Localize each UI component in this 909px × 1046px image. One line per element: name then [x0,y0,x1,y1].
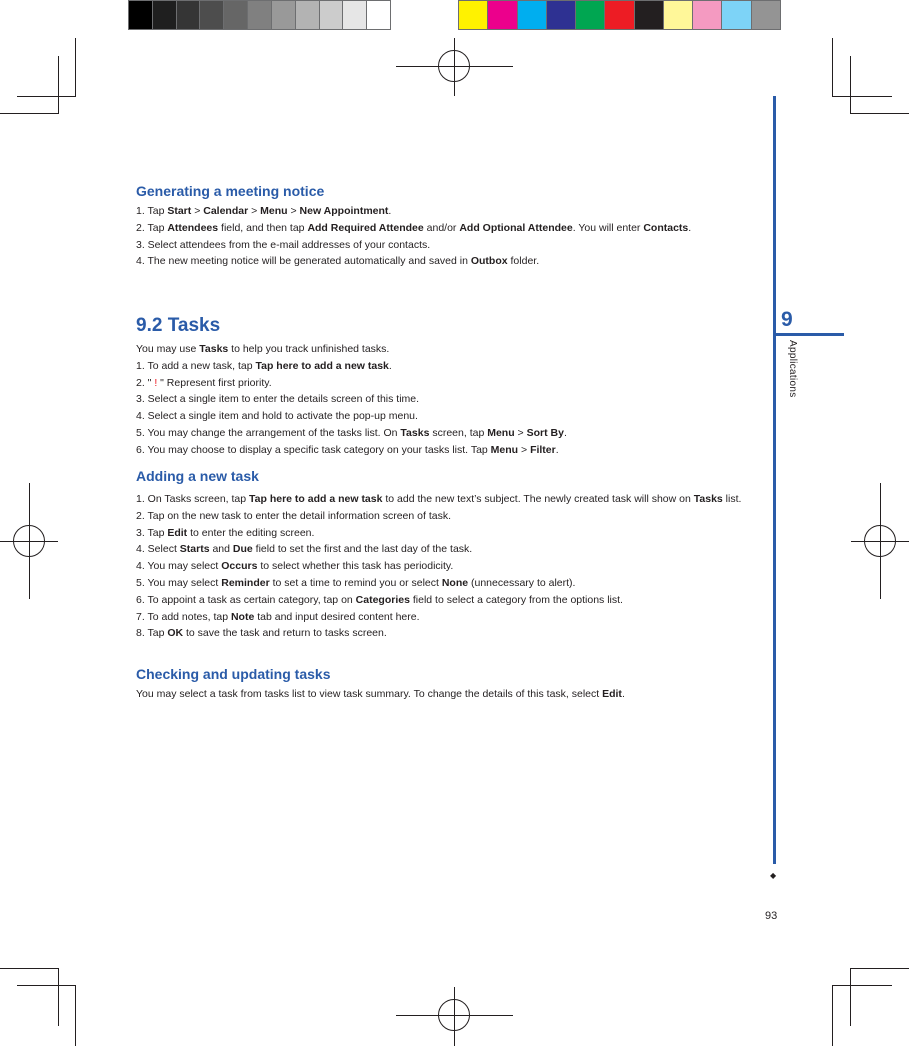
list-item: 2. Tap Attendees field, and then tap Add Required Attendee and/or Add Optional Attendee. You will enter Contacts. [136,221,692,234]
meeting-notice-section [136,182,744,270]
crop-mark [832,985,833,1046]
bold-term: Due [232,543,253,556]
bold-term: Occurs [221,560,258,573]
list-item: 5. You may change the arrangement of the tasks list. On Tasks screen, tap Menu > Sort By. [136,426,567,439]
chapter-label: Applications [787,340,798,398]
crop-mark [58,968,59,1026]
list-item: 3. Select attendees from the e-mail addresses of your contacts. [136,238,431,251]
registration-circle [438,999,470,1031]
bold-term: Menu [490,443,519,456]
bold-term: New Appointment [299,205,389,217]
color-swatch [459,1,488,29]
registration-circle [438,50,470,82]
crop-mark [75,38,76,96]
crop-mark [58,56,59,114]
gray-swatch [153,1,177,29]
bold-term: Calendar [203,205,249,217]
list-item: 4. You may select Occurs to select whether this task has periodicity. [136,560,454,573]
list-item: 3. Tap Edit to enter the editing screen. [136,526,315,539]
bold-term: Menu [487,426,515,439]
tasks-intro: You may use Tasks to help you track unfinished tasks. [136,343,390,355]
bold-term: Add Required Attendee [307,221,424,234]
list-item: 2. Tap on the new task to enter the detail information screen of task. [136,509,451,522]
gray-swatch [320,1,344,29]
chapter-tab-rule [773,333,844,336]
list-item: 3. Select a single item to enter the details screen of this time. [136,393,420,406]
gray-swatch [200,1,224,29]
section-heading: Checking and updating tasks [136,666,331,682]
crop-mark [75,985,76,1046]
crop-mark [0,113,58,114]
color-calibration-bar [458,0,781,30]
bold-term: Attendees [167,221,219,234]
list-item: 2. " ! " Represent first priority. [136,376,272,389]
page-number: 93 [765,910,778,922]
grayscale-calibration-bar [128,0,391,30]
tasks-section [136,314,744,459]
page-title: 9.2 Tasks [136,315,221,336]
diamond-icon: ◆ [770,871,777,880]
color-swatch [488,1,517,29]
bold-term: Tasks [199,343,229,355]
gray-swatch [296,1,320,29]
list-item: 1. On Tasks screen, tap Tap here to add a new task to add the new text’s subject. The newly created task will show on Tasks list. [136,493,742,505]
bold-term: Starts [179,543,210,556]
crop-mark [850,968,851,1026]
section-heading: Adding a new task [136,468,259,484]
tasks-steps [136,358,744,459]
color-swatch [635,1,664,29]
section-heading: Generating a meeting notice [136,183,325,199]
chapter-rule [773,96,776,864]
color-swatch [605,1,634,29]
gray-swatch [248,1,272,29]
crop-mark [17,96,76,97]
bold-term: Tasks [693,493,723,505]
list-item: 4. Select Starts and Due field to set the first and the last day of the task. [136,543,473,556]
checking-tasks-section [136,665,744,703]
list-item: 5. You may select Reminder to set a time to remind you or select None (unnecessary to alert). [136,576,576,589]
crop-mark [832,38,833,96]
registration-circle [864,525,896,557]
bold-term: Reminder [221,576,270,589]
bold-term: Sort By [526,426,564,439]
bold-term: Edit [602,688,622,700]
priority-icon: ! [154,376,158,389]
chapter-number: 9 [781,308,793,331]
crop-mark [832,96,892,97]
adding-steps [136,491,744,642]
list-item: 6. To appoint a task as certain category, tap on Categories field to select a category from the options list. [136,593,623,606]
registration-circle [13,525,45,557]
bold-term: Outbox [470,255,508,268]
gray-swatch [343,1,367,29]
adding-task-section [136,467,744,642]
color-swatch [576,1,605,29]
color-swatch [547,1,576,29]
color-swatch [664,1,693,29]
gray-swatch [129,1,153,29]
bold-term: Edit [167,526,188,539]
bold-term: Tap here to add a new task [255,359,389,372]
bold-term: OK [167,627,184,640]
gray-swatch [272,1,296,29]
meeting-steps [136,203,744,270]
color-swatch [518,1,547,29]
bold-term: Contacts [643,221,689,234]
bold-term: None [441,576,469,589]
gray-swatch [177,1,201,29]
bold-term: Filter [530,443,556,456]
bold-term: Note [230,610,255,623]
list-item: 4. Select a single item and hold to activate the pop-up menu. [136,410,418,423]
list-item: 4. The new meeting notice will be generated automatically and saved in Outbox folder. [136,255,540,268]
crop-mark [17,985,76,986]
list-item: 7. To add notes, tap Note tab and input desired content here. [136,610,420,623]
bold-term: Tap here to add a new task [249,493,383,505]
gray-swatch [367,1,390,29]
bold-term: Tasks [400,426,430,439]
bold-term: Categories [355,593,410,606]
list-item: 8. Tap OK to save the task and return to tasks screen. [136,627,387,640]
list-item: 1. To add a new task, tap Tap here to add a new task. [136,359,392,372]
list-item: 1. Tap Start > Calendar > Menu > New Appointment. [136,205,392,217]
crop-mark [832,985,892,986]
bold-term: Add Optional Attendee [459,221,573,234]
color-swatch [693,1,722,29]
crop-mark [850,113,909,114]
checking-body: You may select a task from tasks list to view task summary. To change the details of this task, select Edit. [136,688,625,700]
bold-term: Start [167,205,192,217]
crop-mark [850,968,909,969]
color-swatch [722,1,751,29]
bold-term: Menu [260,205,288,217]
list-item: 6. You may choose to display a specific task category on your tasks list. Tap Menu > Filter. [136,443,559,456]
crop-mark [850,56,851,114]
crop-mark [0,968,58,969]
gray-swatch [224,1,248,29]
color-swatch [752,1,780,29]
